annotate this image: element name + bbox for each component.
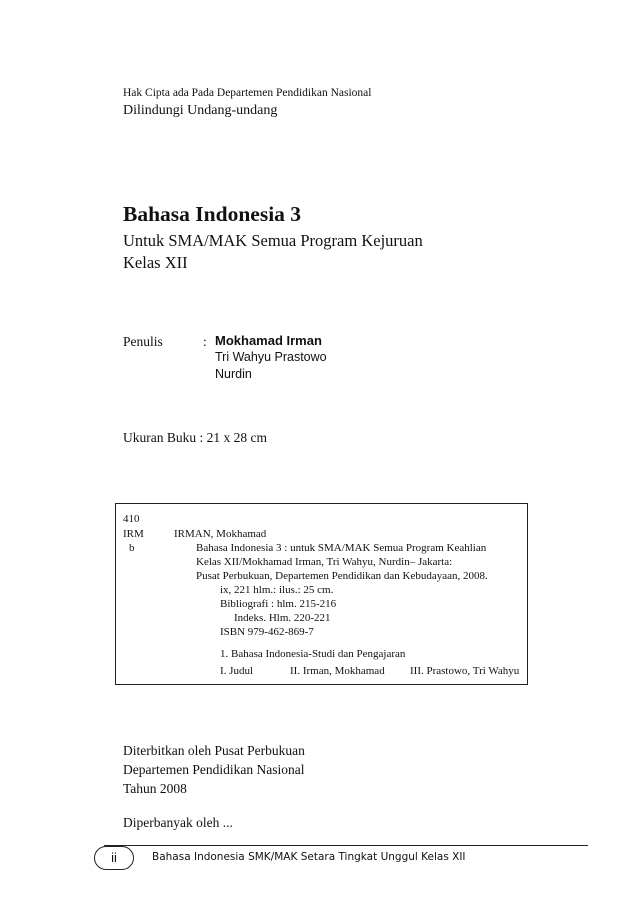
book-title: Bahasa Indonesia 3	[123, 202, 302, 226]
catalog-number: 410	[123, 513, 140, 525]
catalog-record-box	[115, 503, 528, 685]
catalog-subject: III. Prastowo, Tri Wahyu	[410, 665, 520, 677]
catalog-code: IRM	[123, 528, 144, 540]
publisher-line: Diterbitkan oleh Pusat Perbukuan	[123, 743, 305, 758]
authors-separator: :	[203, 334, 207, 349]
catalog-subject-line: 1. Bahasa Indonesia-Studi dan Pengajaran	[220, 648, 406, 660]
reproduced-by-line: Diperbanyak oleh ...	[123, 815, 233, 830]
author-name: Tri Wahyu Prastowo	[215, 350, 327, 364]
catalog-author-heading: IRMAN, Mokhamad	[174, 528, 267, 540]
copyright-notice: Hak Cipta ada Pada Departemen Pendidikan Nasional	[123, 87, 372, 99]
catalog-line: Pusat Perbukuan, Departemen Pendidikan dan Kebudayaan, 2008.	[196, 570, 488, 582]
page-number: ii	[94, 846, 134, 870]
catalog-line: ix, 221 hlm.: ilus.: 25 cm.	[220, 584, 334, 596]
author-name-primary: Mokhamad Irman	[215, 333, 322, 348]
catalog-line: Indeks. Hlm. 220-221	[234, 612, 331, 624]
catalog-subject: II. Irman, Mokhamad	[290, 665, 385, 677]
catalog-line: Kelas XII/Mokhamad Irman, Tri Wahyu, Nurdin– Jakarta:	[196, 556, 453, 568]
footer-divider	[104, 845, 588, 846]
catalog-line: Bahasa Indonesia 3 : untuk SMA/MAK Semua Program Keahlian	[196, 542, 487, 554]
catalog-isbn: ISBN 979-462-869-7	[220, 626, 314, 638]
protected-by-law-notice: Dilindungi Undang-undang	[123, 103, 278, 118]
book-subtitle: Untuk SMA/MAK Semua Program Kejuruan	[123, 231, 423, 250]
catalog-subject: I. Judul	[220, 665, 253, 677]
publication-year: Tahun 2008	[123, 781, 187, 796]
author-name: Nurdin	[215, 367, 252, 381]
catalog-line: Bibliografi : hlm. 215-216	[220, 598, 337, 610]
footer-running-title: Bahasa Indonesia SMK/MAK Setara Tingkat Unggul Kelas XII	[152, 851, 466, 863]
book-class: Kelas XII	[123, 253, 188, 272]
catalog-code-suffix: b	[129, 542, 135, 554]
publisher-line: Departemen Pendidikan Nasional	[123, 762, 305, 777]
authors-label: Penulis	[123, 334, 163, 349]
book-size: Ukuran Buku : 21 x 28 cm	[123, 430, 267, 445]
